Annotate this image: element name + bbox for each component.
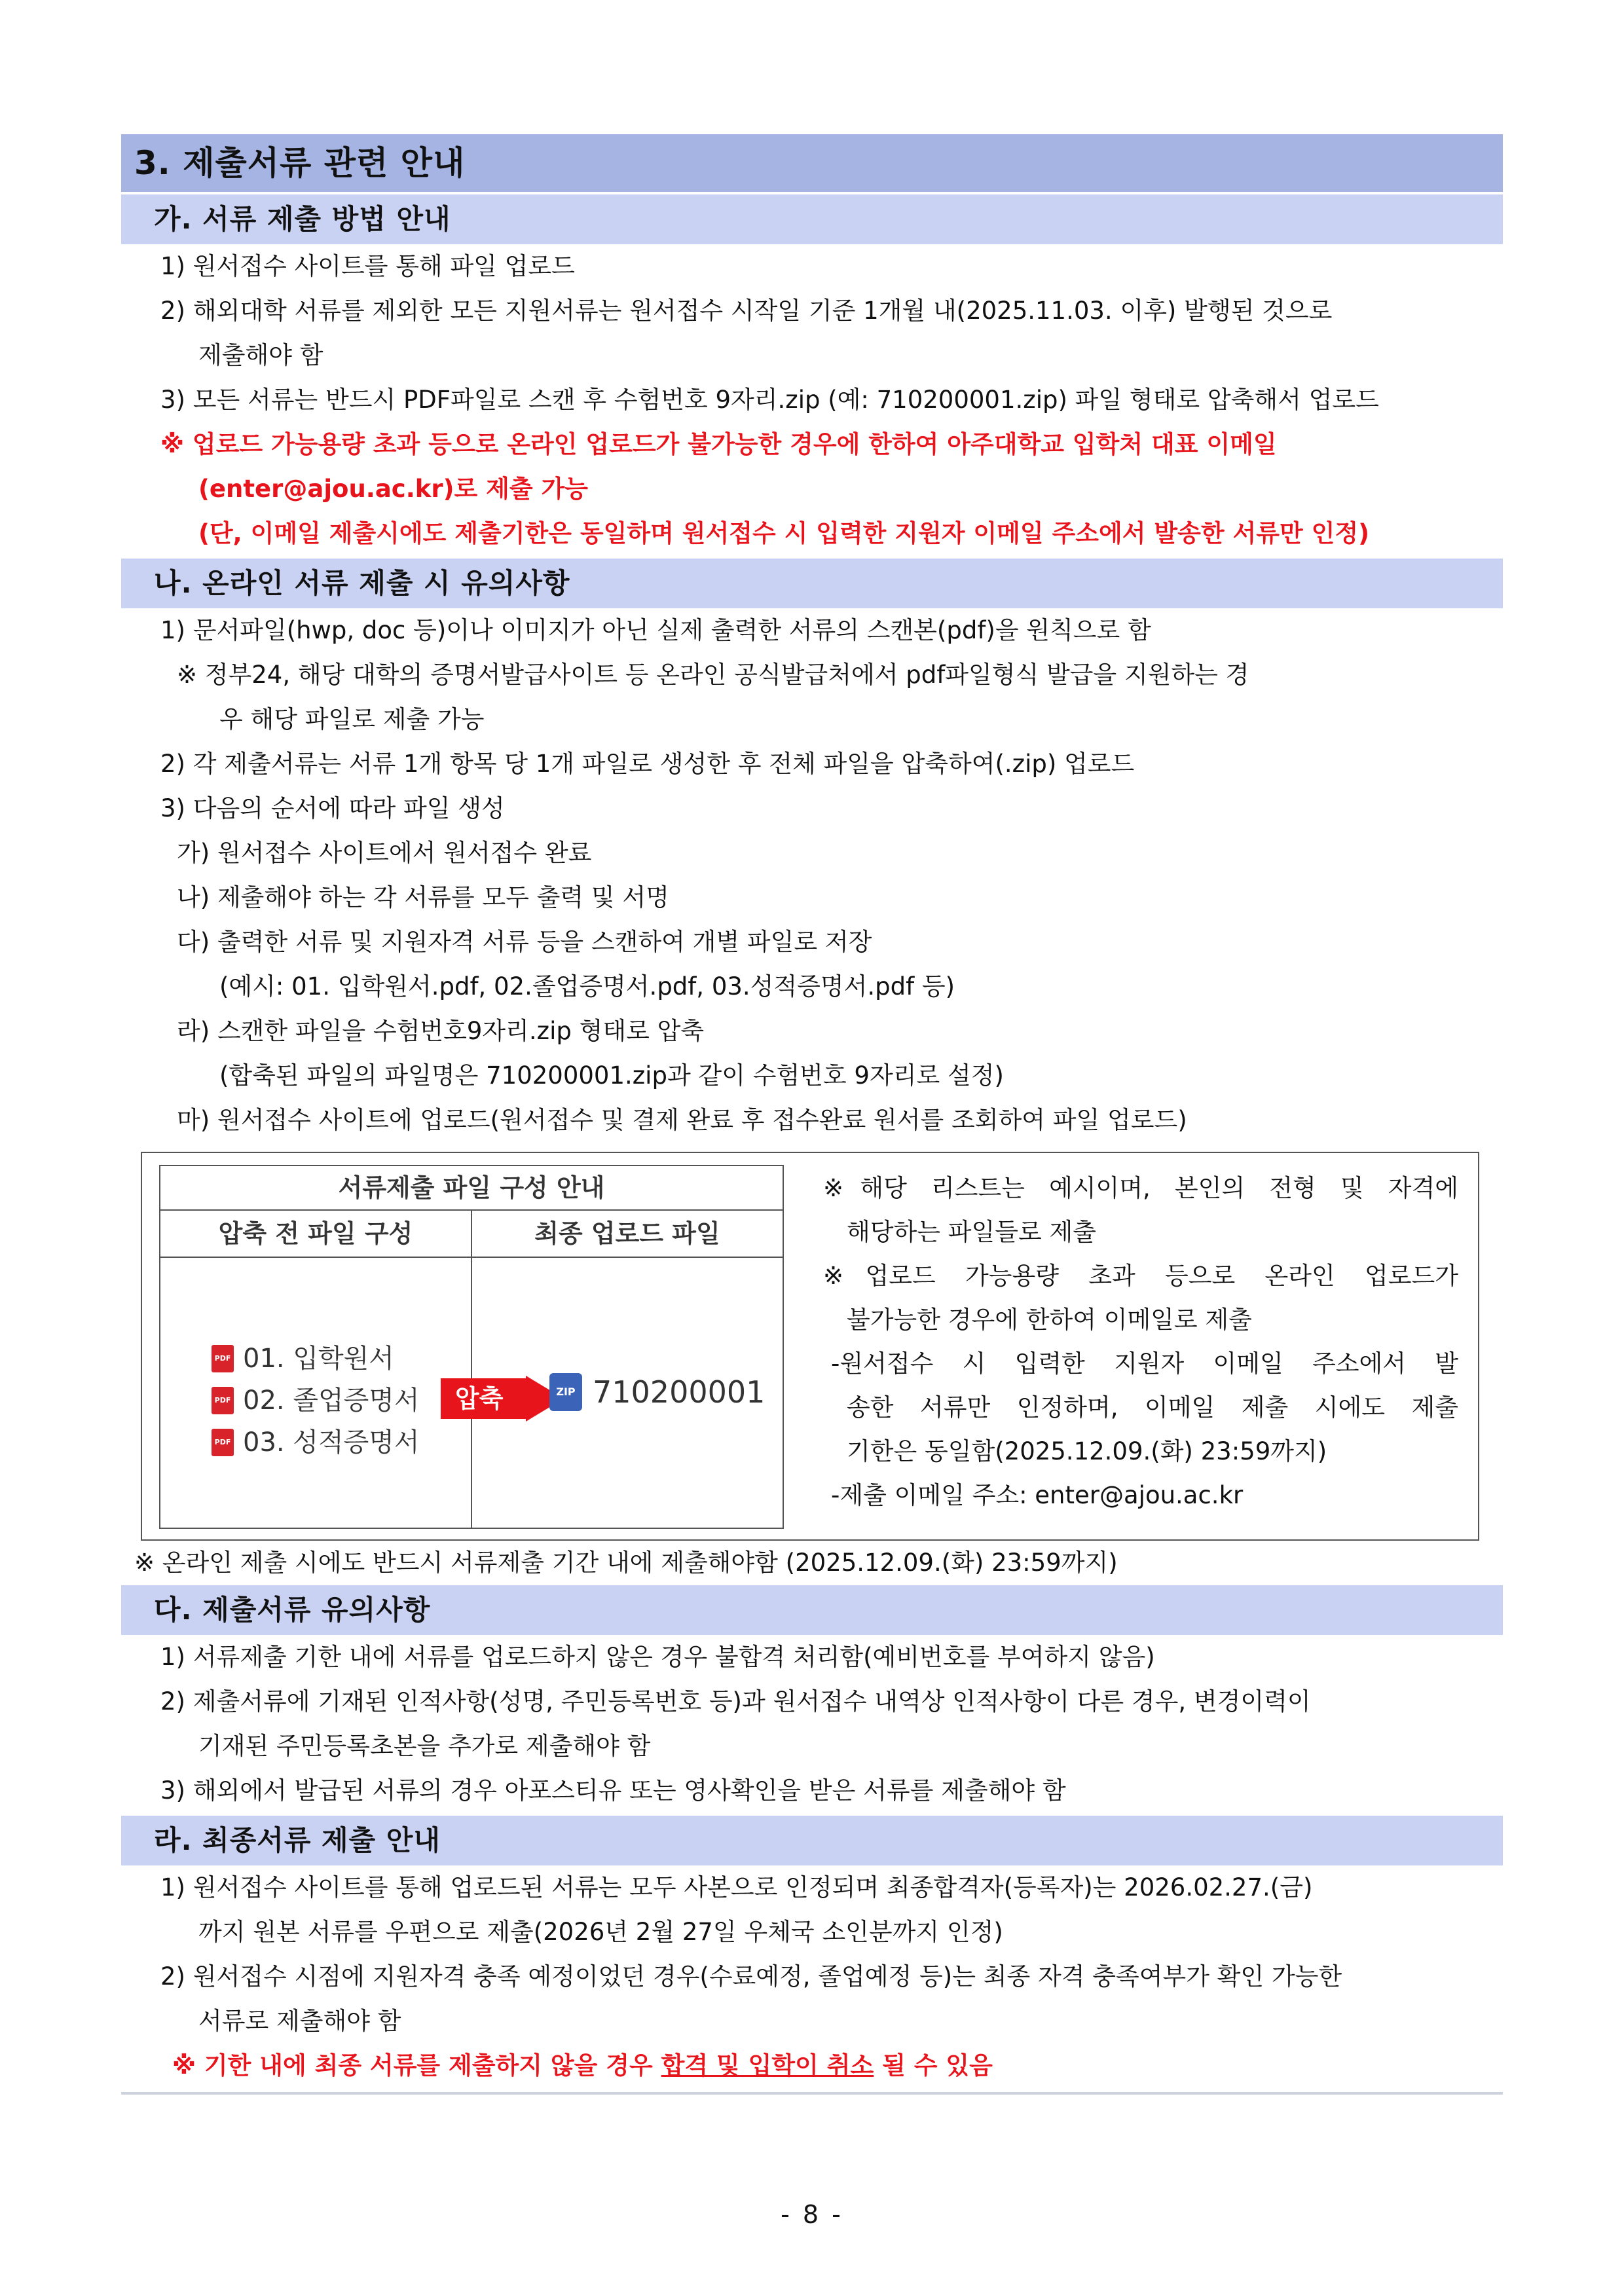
bottom-rule xyxy=(121,2092,1503,2095)
ga-item-1: 1) 원서접수 사이트를 통해 파일 업로드 xyxy=(160,252,575,280)
ga-item-2-cont: 제출해야 함 xyxy=(198,341,323,369)
zip-file-name: 710200001 xyxy=(593,1374,766,1410)
col-before-zip: 압축 전 파일 구성 xyxy=(160,1211,472,1257)
na-item-3: 3) 다음의 순서에 따라 파일 생성 xyxy=(160,794,505,822)
subsection-title-ga: 가. 서류 제출 방법 안내 xyxy=(121,194,1503,244)
na-step-ga: 가) 원서접수 사이트에서 원서접수 완료 xyxy=(177,839,592,867)
da-item-2-cont: 기재된 주민등록초본을 추가로 제출해야 함 xyxy=(198,1732,651,1760)
ga-warning-2: (enter@ajou.ac.kr)로 제출 가능 xyxy=(198,475,589,503)
subsection-title-ra: 라. 최종서류 제출 안내 xyxy=(121,1816,1503,1865)
section-title: 3. 제출서류 관련 안내 xyxy=(121,134,1503,192)
ra-item-2-cont: 서류로 제출해야 함 xyxy=(198,2007,401,2035)
ra-item-2: 2) 원서접수 시점에 지원자격 충족 예정이었던 경우(수료예정, 졸업예정 등)는 최종 자격 충족여부가 확인 가능한 xyxy=(160,1962,1342,1991)
na-step-da-example: (예시: 01. 입학원서.pdf, 02.졸업증명서.pdf, 03.성적증명서.pdf 등) xyxy=(219,972,955,1001)
ga-item-3: 3) 모든 서류는 반드시 PDF파일로 스캔 후 수험번호 9자리.zip (예: 710200001.zip) 파일 형태로 압축해서 업로드 xyxy=(160,386,1379,414)
page-content xyxy=(121,134,1503,2095)
file-guide-box xyxy=(141,1152,1479,1541)
ra-item-1-cont: 까지 원본 서류를 우편으로 제출(2026년 2월 27일 우체국 소인분까지 인정) xyxy=(198,1918,1003,1946)
na-step-na: 나) 제출해야 하는 각 서류를 모두 출력 및 서명 xyxy=(177,883,669,911)
ra-warning: ※ 기한 내에 최종 서류를 제출하지 않을 경우 합격 및 입학이 취소 될 수 있음 xyxy=(172,2051,993,2080)
file-guide-body xyxy=(160,1258,783,1528)
ga-warning-1: ※ 업로드 가능용량 초과 등으로 온라인 업로드가 불가능한 경우에 한하여 아주대학교 입학처 대표 이메일 xyxy=(160,430,1277,458)
na-note-1-cont: 우 해당 파일로 제출 가능 xyxy=(219,705,485,733)
file-item: PDF 03. 성적증명서 xyxy=(212,1422,420,1463)
file-guide-header xyxy=(160,1211,783,1258)
na-note-1: ※ 정부24, 해당 대학의 증명서발급사이트 등 온라인 공식발급처에서 pdf파일형식 발급을 지원하는 경 xyxy=(177,661,1249,689)
file-list xyxy=(212,1338,420,1463)
file-guide-table xyxy=(159,1165,784,1529)
pdf-icon: PDF xyxy=(212,1345,234,1372)
ga-item-2: 2) 해외대학 서류를 제외한 모든 지원서류는 원서접수 시작일 기준 1개월 내(2025.11.03. 이후) 발행된 것으로 xyxy=(160,297,1333,325)
zip-file xyxy=(549,1373,765,1411)
zip-icon: ZIP xyxy=(549,1373,582,1411)
pdf-icon: PDF xyxy=(212,1387,234,1414)
subsection-title-da: 다. 제출서류 유의사항 xyxy=(121,1585,1503,1635)
online-deadline-note: ※ 온라인 제출 시에도 반드시 서류제출 기간 내에 제출해야함 (2025.12.09.(화) 23:59까지) xyxy=(134,1549,1118,1577)
col-final-upload: 최종 업로드 파일 xyxy=(534,1219,720,1248)
file-item: PDF 02. 졸업증명서 xyxy=(212,1380,420,1422)
na-step-ma: 마) 원서접수 사이트에 업로드(원서접수 및 결제 완료 후 접수완료 원서를 조회하여 파일 업로드) xyxy=(177,1106,1187,1134)
page-number: - 8 - xyxy=(781,2200,843,2229)
pdf-icon: PDF xyxy=(212,1429,234,1456)
na-step-ra-example: (합축된 파일의 파일명은 710200001.zip과 같이 수험번호 9자리로 설정) xyxy=(219,1061,1004,1090)
na-item-1: 1) 문서파일(hwp, doc 등)이나 이미지가 아닌 실제 출력한 서류의 스캔본(pdf)을 원칙으로 함 xyxy=(160,616,1151,644)
na-step-ra: 라) 스캔한 파일을 수험번호9자리.zip 형태로 압축 xyxy=(177,1017,705,1045)
da-item-3: 3) 해외에서 발급된 서류의 경우 아포스티유 또는 영사확인을 받은 서류를 제출해야 함 xyxy=(160,1776,1066,1805)
file-guide-notes: ※해당 리스트는 예시이며, 본인의 전형 및 자격에 해당하는 파일들로 제출 ※업로드 가능용량 초과 등으로 온라인 업로드가 불가능한 경우에 한하여 이메일로 제출 -원서접수 시 입력한 지원자 이메일 주소에서 발 송한 서류만 인정하며, 이메일 제출 시에도 제출 기한은 동일함(2025.12.09.(화) 23:59까지) -제출 이메일 주소: enter@ajou.ac.kr xyxy=(823,1174,1458,1509)
compress-label: 압축 xyxy=(455,1384,504,1413)
file-guide-title: 서류제출 파일 구성 안내 xyxy=(160,1166,783,1211)
da-item-1: 1) 서류제출 기한 내에 서류를 업로드하지 않은 경우 불합격 처리함(예비번호를 부여하지 않음) xyxy=(160,1643,1155,1671)
na-step-da: 다) 출력한 서류 및 지원자격 서류 등을 스캔하여 개별 파일로 저장 xyxy=(177,928,872,956)
na-item-2: 2) 각 제출서류는 서류 1개 항목 당 1개 파일로 생성한 후 전체 파일을 압축하여(.zip) 업로드 xyxy=(160,750,1135,778)
file-item: PDF 01. 입학원서 xyxy=(212,1338,420,1380)
ga-warning-3: (단, 이메일 제출시에도 제출기한은 동일하며 원서접수 시 입력한 지원자 이메일 주소에서 발송한 서류만 인정) xyxy=(198,519,1369,547)
ra-item-1: 1) 원서접수 사이트를 통해 업로드된 서류는 모두 사본으로 인정되며 최종합격자(등록자)는 2026.02.27.(금) xyxy=(160,1873,1313,1901)
da-item-2: 2) 제출서류에 기재된 인적사항(성명, 주민등록번호 등)과 원서접수 내역상 인적사항이 다른 경우, 변경이력이 xyxy=(160,1687,1311,1716)
subsection-title-na: 나. 온라인 서류 제출 시 유의사항 xyxy=(121,559,1503,608)
